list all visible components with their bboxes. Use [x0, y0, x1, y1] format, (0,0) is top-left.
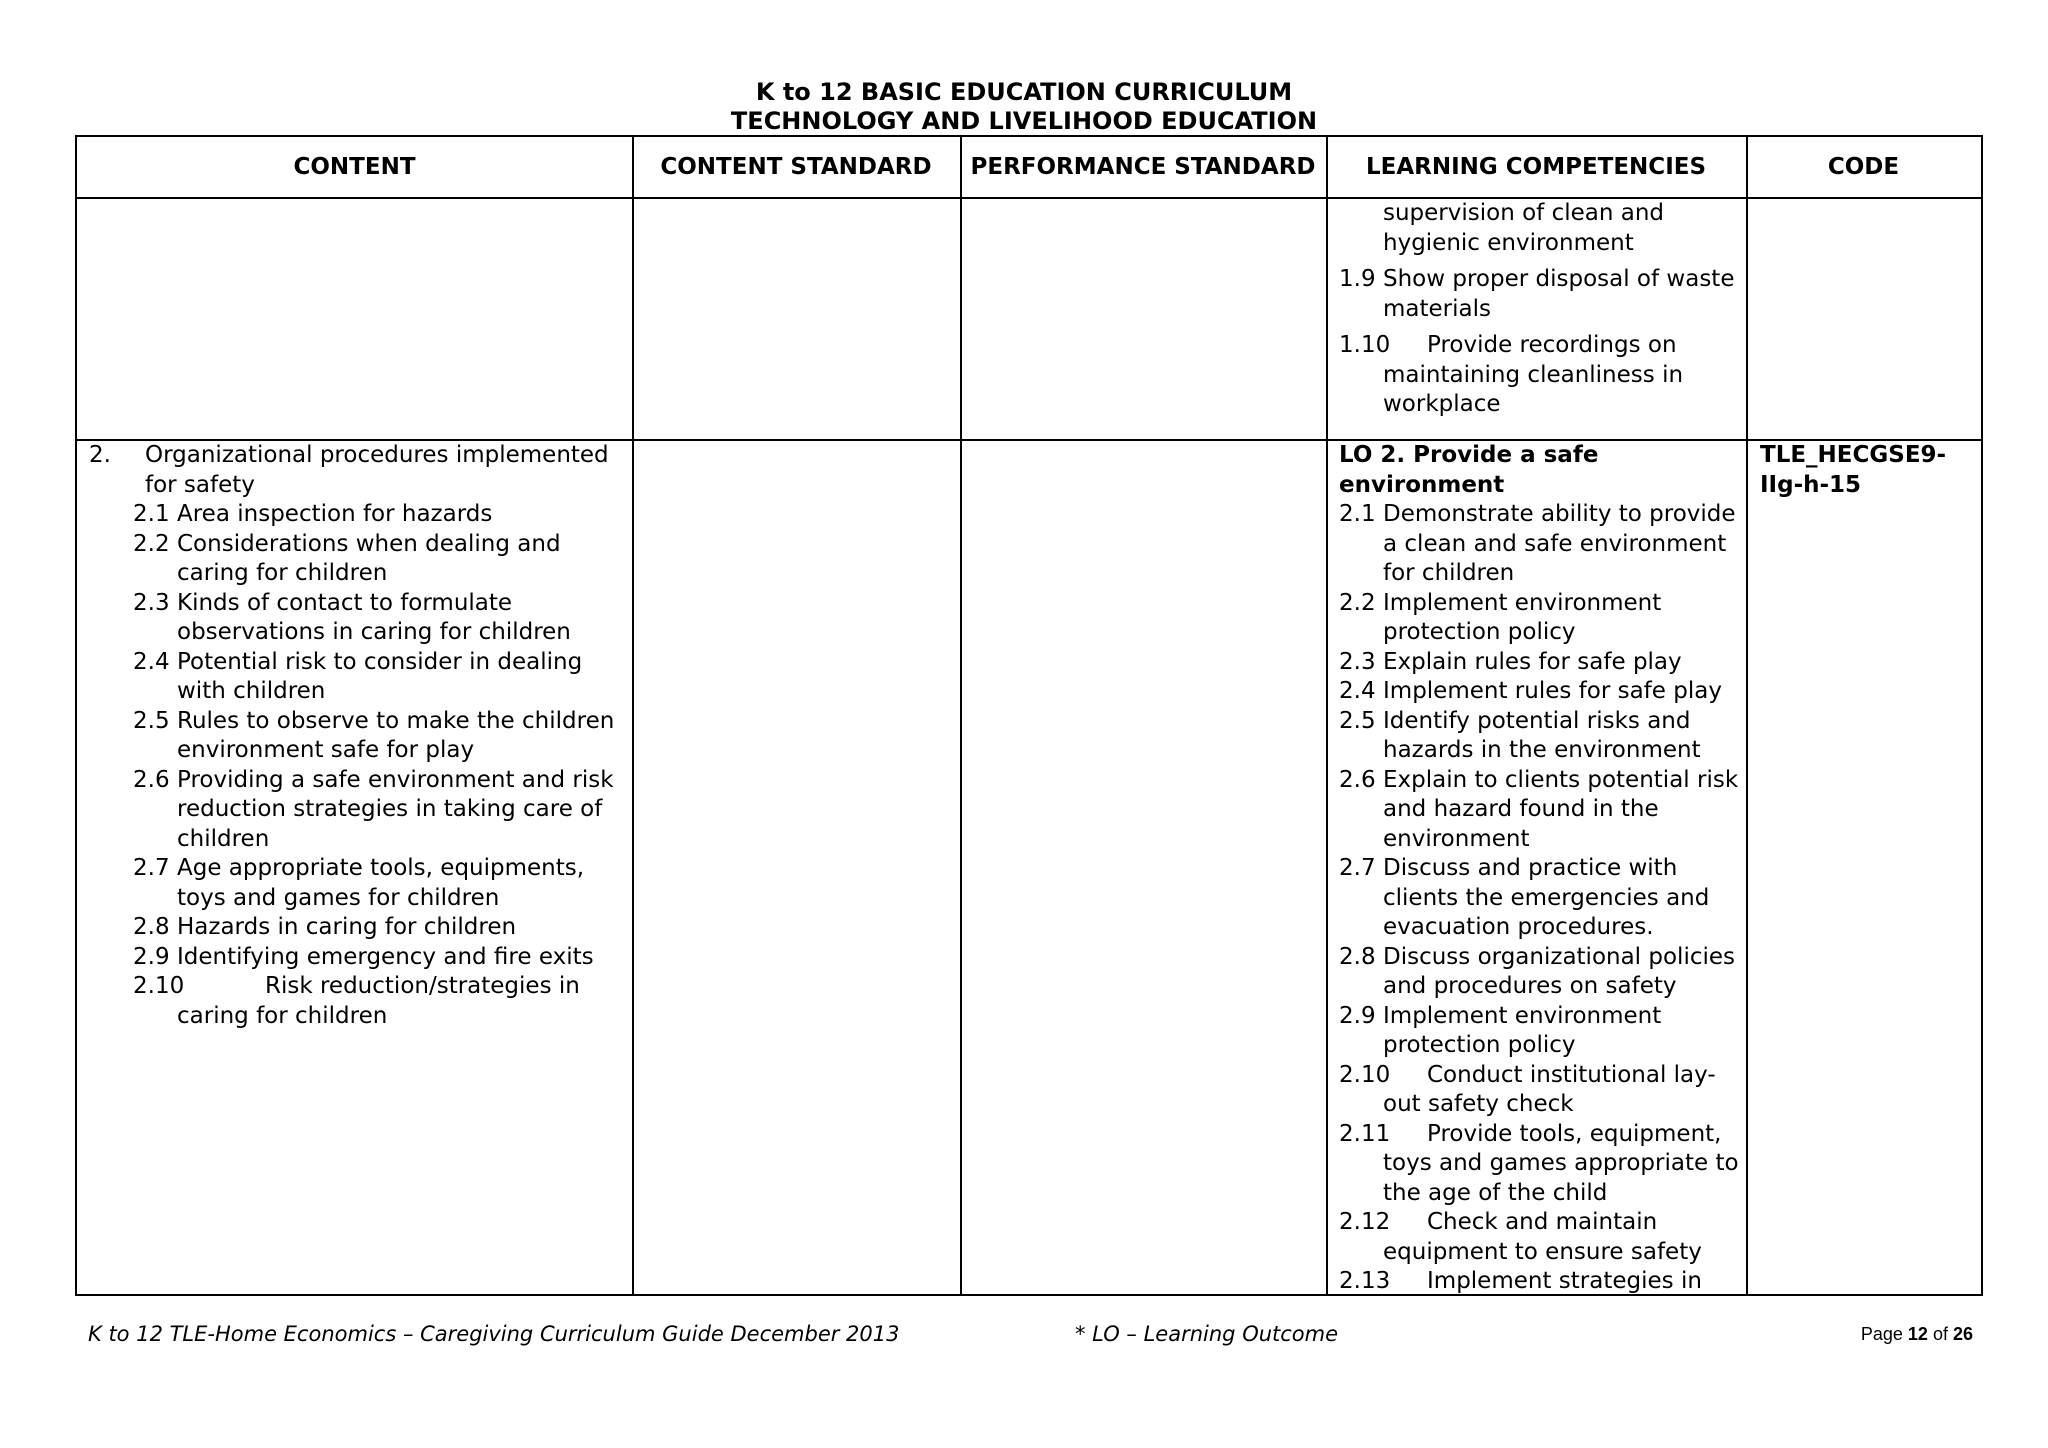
- column-header-content-standard: CONTENT STANDARD: [660, 154, 932, 180]
- content-topic: [89, 441, 619, 500]
- column-divider: [960, 137, 962, 1294]
- competency-text: Provide recordings on maintaining cleanliness in workplace: [1383, 332, 1684, 417]
- content-item-number: 2.1: [133, 501, 170, 527]
- code-line: IIg-h-15: [1760, 471, 1862, 498]
- content-item: [133, 854, 619, 913]
- content-item: [133, 913, 619, 943]
- competency-item: [1339, 1002, 1739, 1061]
- row2-competencies: [1339, 441, 1739, 1297]
- competency-item: [1339, 854, 1739, 943]
- competency-item: [1339, 199, 1739, 258]
- competency-item: [1339, 500, 1739, 589]
- competency-item: [1339, 677, 1739, 707]
- competency-number: 2.2: [1339, 589, 1376, 616]
- competency-number: 2.1: [1339, 501, 1376, 527]
- competency-number: 2.7: [1339, 855, 1376, 881]
- content-item-text: Area inspection for hazards: [177, 501, 493, 527]
- competency-text: Discuss and practice with clients the emergencies and evacuation procedures.: [1383, 855, 1710, 940]
- competency-text: Conduct institutional lay-out safety check: [1383, 1061, 1716, 1117]
- content-item-text: Age appropriate tools, equipments, toys and games for children: [177, 855, 585, 911]
- competency-item: [1339, 331, 1739, 420]
- content-item-text: Considerations when dealing and caring for children: [177, 530, 561, 586]
- page-number: [1861, 1324, 1973, 1345]
- footer-document-name: K to 12 TLE-Home Economics – Caregiving Curriculum Guide December 2013: [88, 1322, 900, 1346]
- column-header-learning-competencies: LEARNING COMPETENCIES: [1365, 154, 1707, 180]
- code-line: TLE_HECGSE9-: [1760, 442, 1947, 468]
- column-header-content: CONTENT: [293, 154, 416, 180]
- curriculum-table: [75, 135, 1983, 1296]
- competency-number: 2.8: [1339, 943, 1376, 970]
- content-item-number: 2.8: [133, 914, 170, 940]
- competency-item: [1339, 707, 1739, 766]
- competency-item: [1339, 943, 1739, 1002]
- competency-number: 2.4: [1339, 678, 1376, 704]
- competency-text: Implement environment protection policy: [1383, 589, 1662, 645]
- column-divider: [1746, 137, 1748, 1294]
- competency-number: 2.9: [1339, 1002, 1376, 1029]
- competency-number: 2.13: [1339, 1268, 1391, 1294]
- content-item-number: 2.5: [133, 707, 170, 734]
- competency-number: 1.10: [1339, 332, 1391, 358]
- content-item-text: Kinds of contact to formulate observations in caring for children: [177, 589, 571, 645]
- learning-outcome-heading: LO 2. Provide a safe environment: [1339, 442, 1599, 498]
- content-item: [133, 707, 619, 766]
- competency-number: 2.3: [1339, 648, 1376, 675]
- competency-text: Explain rules for safe play: [1383, 648, 1682, 675]
- content-number: 2.: [89, 442, 111, 468]
- content-item-text: Hazards in caring for children: [177, 914, 517, 940]
- competency-number: 2.10: [1339, 1061, 1391, 1088]
- competency-item: [1339, 1061, 1739, 1120]
- competency-number: 2.6: [1339, 766, 1376, 793]
- content-item-number: 2.4: [133, 648, 170, 675]
- content-subtopics: [89, 500, 619, 1031]
- competency-text: supervision of clean and hygienic environment: [1383, 200, 1665, 256]
- competency-number: 1.9: [1339, 266, 1376, 292]
- competency-text: Implement environment protection policy: [1383, 1002, 1662, 1058]
- content-item: [133, 972, 619, 1031]
- content-item-text: Risk reduction/strategies in caring for children: [177, 973, 580, 1029]
- content-item-text: Rules to observe to make the children environment safe for play: [177, 707, 615, 763]
- row1-competencies: [1339, 199, 1739, 420]
- competency-text: Demonstrate ability to provide a clean and safe environment for children: [1383, 501, 1736, 586]
- footer-legend: * LO – Learning Outcome: [1075, 1322, 1339, 1346]
- column-divider: [632, 137, 634, 1294]
- competency-text: Discuss organizational policies and procedures on safety: [1383, 943, 1736, 999]
- column-header-performance-standard: PERFORMANCE STANDARD: [970, 154, 1316, 180]
- competency-item: [1339, 1120, 1739, 1209]
- competency-number: 2.12: [1339, 1209, 1391, 1235]
- content-item-text: Potential risk to consider in dealing with children: [177, 648, 583, 704]
- content-item: [133, 500, 619, 530]
- row2-content: [89, 441, 619, 1031]
- competency-text: Explain to clients potential risk and hazard found in the environment: [1383, 766, 1739, 852]
- content-item-number: 2.7: [133, 855, 170, 881]
- competency-item: [1339, 766, 1739, 855]
- content-item-text: Providing a safe environment and risk reduction strategies in taking care of children: [177, 766, 614, 852]
- content-item-number: 2.3: [133, 589, 170, 616]
- content-item: [133, 766, 619, 855]
- competency-number: 2.11: [1339, 1120, 1391, 1147]
- competency-item: [1339, 265, 1739, 324]
- competency-text: Implement rules for safe play: [1383, 678, 1722, 704]
- competency-number: 2.5: [1339, 707, 1376, 734]
- competency-text: Provide tools, equipment, toys and games appropriate to the age of the child: [1383, 1120, 1739, 1206]
- competency-text: Identify potential risks and hazards in the environment: [1383, 707, 1701, 763]
- content-item-number: 2.2: [133, 530, 170, 557]
- content-item-number: 2.10: [133, 973, 185, 999]
- page-total: 26: [1952, 1324, 1973, 1344]
- column-divider: [1326, 137, 1328, 1294]
- competency-item: [1339, 1208, 1739, 1267]
- competency-text: Check and maintain equipment to ensure safety: [1383, 1209, 1702, 1265]
- competency-code: [1760, 441, 1975, 500]
- page-current: 12: [1907, 1324, 1928, 1344]
- competency-text: Implement strategies in: [1427, 1268, 1702, 1294]
- document-subtitle: TECHNOLOGY AND LIVELIHOOD EDUCATION: [730, 107, 1318, 135]
- content-item: [133, 530, 619, 589]
- page-of: of: [1932, 1324, 1948, 1344]
- content-title: Organizational procedures implemented for safety: [145, 442, 609, 498]
- content-item: [133, 648, 619, 707]
- content-item-number: 2.6: [133, 766, 170, 793]
- competency-item: [1339, 648, 1739, 678]
- competency-item: [1339, 589, 1739, 648]
- competency-text: Show proper disposal of waste materials: [1383, 266, 1735, 322]
- content-item: [133, 589, 619, 648]
- page-label: Page: [1860, 1324, 1903, 1344]
- competency-item: [1339, 1267, 1739, 1297]
- column-header-code: CODE: [1827, 154, 1900, 180]
- content-item-number: 2.9: [133, 943, 170, 970]
- content-item: [133, 943, 619, 973]
- document-title: K to 12 BASIC EDUCATION CURRICULUM: [755, 78, 1293, 106]
- content-item-text: Identifying emergency and fire exits: [177, 943, 594, 970]
